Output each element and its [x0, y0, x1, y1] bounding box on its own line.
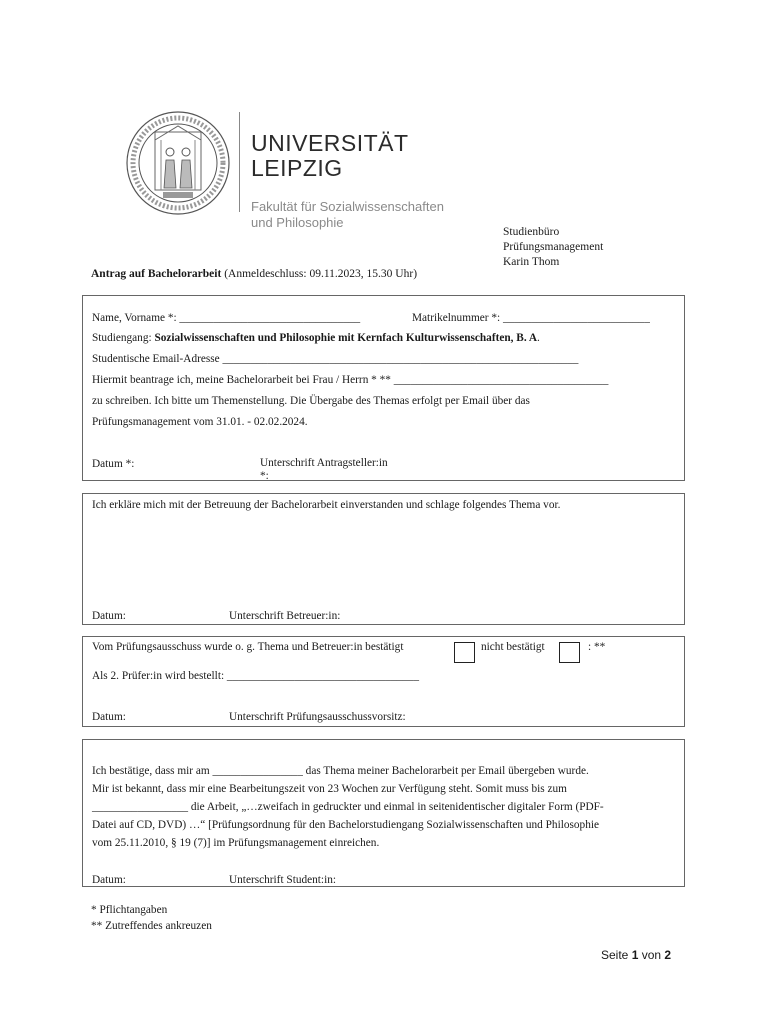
checkbox-note: : ** [588, 641, 606, 653]
applicant-section [82, 295, 685, 481]
confirmation-line3: _________________ die Arbeit, „…zweifach in gedruckter und einmal in seitenidentischer digitaler Form (PDF- [92, 801, 604, 813]
student-date-field[interactable]: Datum: [92, 874, 126, 886]
page-number [601, 948, 671, 962]
confirmation-line2: Mir ist bekannt, dass mir eine Bearbeitungszeit von 23 Wochen zur Verfügung steht. Somit muss bis zum [92, 783, 567, 795]
confirmation-line4: Datei auf CD, DVD) …“ [Prüfungsordnung für den Bachelorstudiengang Sozialwissenschaften und Philosophie [92, 819, 600, 831]
approved-checkbox[interactable] [454, 642, 475, 663]
email-field[interactable]: Studentische Email-Adresse _______________________________________________________________ [92, 353, 579, 365]
footnotes [91, 902, 212, 934]
second-examiner-field[interactable]: Als 2. Prüfer:in wird bestellt: __________________________________ [92, 670, 419, 682]
page-prefix: Seite [601, 948, 632, 962]
studiengang-suffix: . [537, 332, 540, 344]
university-name-line2: LEIPZIG [251, 155, 343, 181]
faculty-name [251, 199, 444, 231]
footnote-check: ** Zutreffendes ankreuzen [91, 920, 212, 932]
faculty-line2: und Philosophie [251, 215, 344, 230]
studiengang-line [92, 332, 540, 344]
committee-approval-text: Vom Prüfungsausschuss wurde o. g. Thema und Betreuer:in bestätigt [92, 641, 404, 653]
request-text: zu schreiben. Ich bitte um Themenstellung. Die Übergabe des Themas erfolgt per Email über das [92, 395, 530, 407]
form-title-deadline: (Anmeldeschluss: 09.11.2023, 15.30 Uhr) [221, 268, 418, 280]
form-title-bold: Antrag auf Bachelorarbeit [91, 268, 222, 280]
university-seal-logo [125, 110, 231, 216]
not-approved-checkbox[interactable] [559, 642, 580, 663]
page-middle: von [638, 948, 665, 962]
student-signature-field[interactable]: Unterschrift Student:in: [229, 874, 336, 886]
university-name [251, 131, 409, 181]
office-line1: Studienbüro [503, 226, 560, 238]
form-title [91, 268, 417, 280]
applicant-signature-cont: *: [260, 470, 269, 479]
committee-signature-field[interactable]: Unterschrift Prüfungsausschussvorsitz: [229, 711, 406, 723]
faculty-line1: Fakultät für Sozialwissenschaften [251, 199, 444, 214]
committee-section [82, 636, 685, 727]
confirmation-line1: Ich bestätige, dass mir am ________________ das Thema meiner Bachelorarbeit per Email übergeben wurde. [92, 765, 589, 777]
applicant-signature-field[interactable]: Unterschrift Antragsteller:in [260, 457, 388, 469]
office-line3: Karin Thom [503, 256, 560, 268]
office-address [503, 225, 603, 270]
university-name-line1: UNIVERSITÄT [251, 130, 409, 156]
name-field[interactable]: Name, Vorname *: ________________________________ [92, 312, 361, 324]
supervisor-section [82, 493, 685, 625]
page-total: 2 [664, 948, 672, 962]
page-current: 1 [631, 948, 639, 962]
confirmation-line5: vom 25.11.2010, § 19 (7)] im Prüfungsmanagement einreichen. [92, 837, 380, 849]
supervisor-field[interactable]: Hiermit beantrage ich, meine Bachelorarbeit bei Frau / Herrn * ** ______________________________________ [92, 374, 609, 386]
not-approved-label: nicht bestätigt [481, 641, 545, 653]
studiengang-value: Sozialwissenschaften und Philosophie mit Kernfach Kulturwissenschaften, B. A [154, 332, 538, 344]
header-divider [239, 112, 240, 212]
date-field[interactable]: Datum *: [92, 458, 135, 470]
supervisor-signature-field[interactable]: Unterschrift Betreuer:in: [229, 610, 341, 622]
footnote-required: * Pflichtangaben [91, 904, 168, 916]
studiengang-label: Studiengang: [92, 332, 155, 344]
office-line2: Prüfungsmanagement [503, 241, 604, 253]
supervisor-consent-text: Ich erkläre mich mit der Betreuung der Bachelorarbeit einverstanden und schlage folgendes Thema vor. [92, 499, 561, 511]
committee-date-field[interactable]: Datum: [92, 711, 126, 723]
supervisor-date-field[interactable]: Datum: [92, 610, 126, 622]
matrikel-field[interactable]: Matrikelnummer *: __________________________ [412, 312, 650, 324]
student-confirmation-section [82, 739, 685, 887]
period-text: Prüfungsmanagement vom 31.01. - 02.02.2024. [92, 416, 308, 428]
